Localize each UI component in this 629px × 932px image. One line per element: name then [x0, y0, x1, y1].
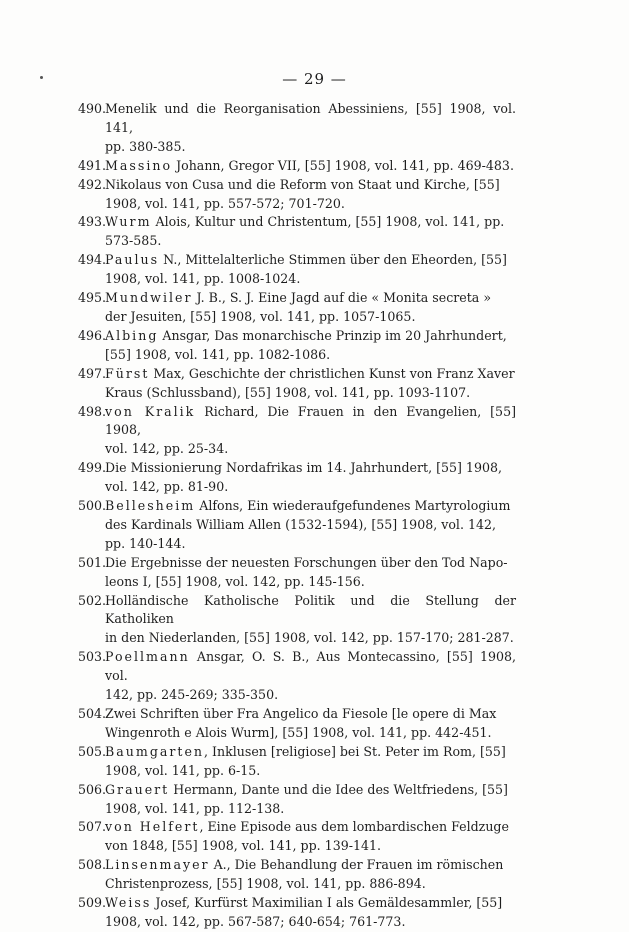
entry-author: Wurm [105, 214, 152, 230]
entry-text [105, 554, 516, 592]
bibliography-entry [78, 327, 516, 365]
entry-number: 504. [78, 706, 107, 721]
entry-text [105, 459, 516, 497]
entry-citation: Ansgar, O. S. B., Aus Montecassino, [55] 1908, vol. 142, pp. 245-269; 335-350. [105, 649, 516, 703]
entry-number: 506. [78, 781, 107, 797]
entry-number: 508. [78, 857, 107, 873]
entry-author: von Kralik [105, 403, 196, 419]
entry-text [105, 251, 516, 289]
entry-text [105, 818, 516, 856]
entry-citation: Menelik und die Reorganisation Abessiniens, [55] 1908, vol. 141, pp. 380-385. [105, 101, 516, 154]
entry-citation: Zwei Schriften über Fra Angelico da Fiesole [le opere di Max Wingenroth e Alois Wurm], [55] 1908, vol. 141, pp. 442-451. [105, 706, 497, 740]
entry-citation: Die Ergebnisse der neuesten Forschungen über den Tod Napo- leons I, [55] 1908, vol. 142, pp. 145-156. [105, 554, 508, 589]
entry-text [105, 100, 516, 157]
entry-text [105, 743, 516, 781]
page-number: — 29 — [282, 70, 347, 88]
entry-text [105, 705, 516, 743]
entry-number: 503. [78, 649, 107, 665]
bibliography-entry [78, 100, 516, 157]
entry-number: 507. [78, 819, 107, 835]
entry-number: 505. [78, 743, 107, 759]
bibliography-entry [78, 554, 516, 592]
bibliography-entry [78, 743, 516, 781]
entry-author: Albing [105, 327, 159, 343]
entry-citation: Josef, Kurfürst Maximilian I als Gemäldesammler, [55] 1908, vol. 142, pp. 567-587; 640-654; 761-773. [105, 895, 503, 929]
bibliography-entry [78, 213, 516, 251]
entry-citation: Alfons, Ein wiederaufgefundenes Martyrologium des Kardinals William Allen (1532-1594), [55] 1908, vol. 142, pp. 140-144. [105, 498, 511, 551]
bibliography-entry [78, 459, 516, 497]
entry-author: Poellmann [105, 649, 190, 665]
entry-number: 493. [78, 214, 107, 230]
entry-author: Baumgarten [105, 743, 205, 759]
bibliography-entry [78, 648, 516, 705]
entry-text [105, 365, 516, 403]
entry-citation: A., Die Behandlung der Frauen im römischen Christenprozess, [55] 1908, vol. 141, pp. 886-894. [105, 857, 504, 892]
entry-number: 502. [78, 592, 107, 608]
entry-number: 490. [78, 101, 107, 116]
bibliography-entry [78, 403, 516, 460]
bibliography-entry [78, 705, 516, 743]
entry-citation: Ansgar, Das monarchische Prinzip im 20 Jahrhundert, [55] 1908, vol. 141, pp. 1082-1086. [105, 327, 507, 362]
bibliography-entry [78, 856, 516, 894]
entry-text [105, 781, 516, 819]
entry-citation: Die Missionierung Nordafrikas im 14. Jahrhundert, [55] 1908, vol. 142, pp. 81-90. [105, 460, 502, 495]
entry-number: 499. [78, 460, 107, 476]
entry-text [105, 403, 516, 460]
entry-author: Mundwiler [105, 290, 193, 306]
entry-citation: Johann, Gregor VII, [55] 1908, vol. 141, pp. 469-483. [172, 157, 514, 173]
entry-citation: Richard, Die Frauen in den Evangelien, [55] 1908, vol. 142, pp. 25-34. [105, 403, 516, 457]
entry-number: 491. [78, 157, 107, 173]
entry-citation: Hermann, Dante und die Idee des Weltfriedens, [55] 1908, vol. 141, pp. 112-138. [105, 781, 508, 816]
entry-author: von Helfert [105, 819, 200, 835]
entry-text [105, 648, 516, 705]
entry-text [105, 213, 516, 251]
entry-number: 495. [78, 290, 107, 306]
entry-number: 501. [78, 554, 107, 570]
bibliography-entry [78, 365, 516, 403]
bibliography-entry [78, 251, 516, 289]
entry-text [105, 856, 516, 894]
bibliography-list [78, 100, 516, 932]
entry-text [105, 157, 516, 176]
entry-author: Fürst [105, 365, 150, 381]
entry-text [105, 327, 516, 365]
entry-text [105, 497, 516, 554]
entry-text [105, 289, 516, 327]
entry-number: 509. [78, 895, 107, 911]
entry-number: 496. [78, 327, 107, 343]
entry-text [105, 176, 516, 214]
entry-citation: Alois, Kultur und Christentum, [55] 1908, vol. 141, pp. 573-585. [105, 214, 505, 249]
bibliography-entry [78, 497, 516, 554]
bibliography-entry [78, 176, 516, 214]
entry-citation: Holländische Katholische Politik und die Stellung der Katholiken in den Niederlanden, [55] 1908, vol. 142, pp. 157-170; 281-287. [105, 592, 516, 646]
bibliography-entry [78, 157, 516, 176]
bibliography-entry [78, 781, 516, 819]
entry-author: Linsenmayer [105, 857, 210, 873]
entry-citation: J. B., S. J. Eine Jagd auf die « Monita secreta » der Jesuiten, [55] 1908, vol. 141, pp. 1057-1065. [105, 290, 492, 324]
entry-author: Paulus [105, 252, 160, 268]
entry-author: Weiss [105, 895, 152, 911]
entry-citation: , Eine Episode aus dem lombardischen Feldzuge von 1848, [55] 1908, vol. 141, pp. 139-141. [105, 819, 509, 854]
entry-citation: Nikolaus von Cusa und die Reform von Staat und Kirche, [55] 1908, vol. 141, pp. 557-572; 701-720. [105, 176, 500, 211]
entry-number: 500. [78, 498, 107, 514]
bibliography-entry [78, 818, 516, 856]
entry-number: 497. [78, 365, 107, 381]
bibliography-entry [78, 289, 516, 327]
entry-author: Grauert [105, 781, 170, 797]
entry-number: 498. [78, 403, 107, 419]
entry-text [105, 592, 516, 649]
bibliography-entry [78, 592, 516, 649]
entry-number: 492. [78, 176, 107, 192]
entry-citation: N., Mittelalterliche Stimmen über den Eheorden, [55] 1908, vol. 141, pp. 1008-1024. [105, 252, 507, 287]
entry-number: 494. [78, 252, 107, 268]
entry-citation: , Inklusen [religiose] bei St. Peter im Rom, [55] 1908, vol. 141, pp. 6-15. [105, 743, 506, 778]
entry-author: Massino [105, 157, 173, 173]
entry-author: Bellesheim [105, 498, 196, 514]
entry-citation: Max, Geschichte der christlichen Kunst von Franz Xaver Kraus (Schlussband), [55] 1908, vol. 141, pp. 1093-1107. [105, 365, 515, 400]
